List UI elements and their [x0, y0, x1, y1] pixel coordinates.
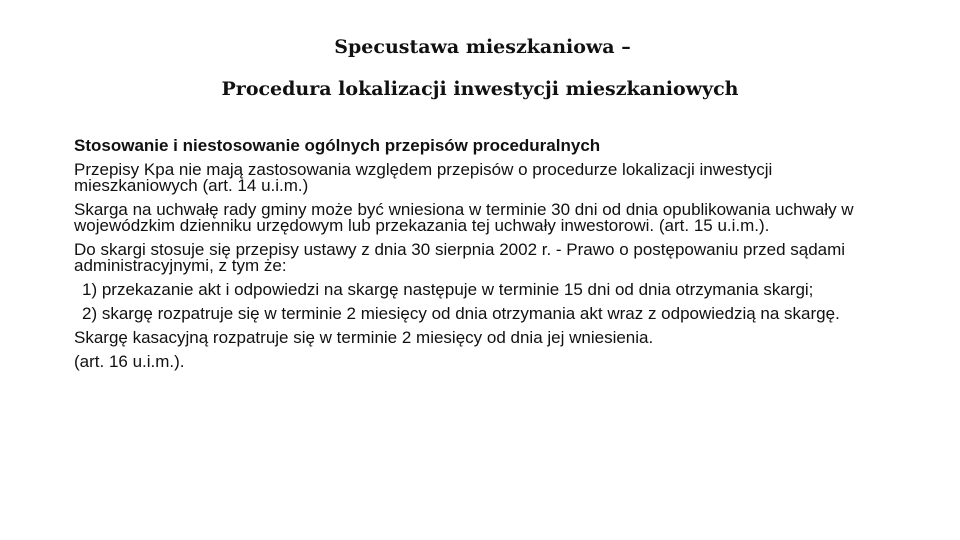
list-item-1: 1) przekazanie akt i odpowiedzi na skargę następuje w terminie 15 dni od dnia otrzymania skargi; — [82, 280, 814, 299]
paragraph-kpa: Przepisy Kpa nie mają zastosowania względem przepisów o procedurze lokalizacji inwestycji mieszkaniowych (art. 14 u.i.m.) — [74, 160, 773, 195]
section-heading: Stosowanie i niestosowanie ogólnych przepisów proceduralnych — [74, 136, 601, 155]
paragraph-kasacja: Skargę kasacyjną rozpatruje się w terminie 2 miesięcy od dnia jej wniesienia. — [74, 328, 654, 347]
paragraph-ppsa: Do skargi stosuje się przepisy ustawy z dnia 30 sierpnia 2002 r. - Prawo o postępowaniu przed sądami administracyjnymi, z tym że: — [74, 240, 846, 275]
slide-body — [74, 138, 894, 370]
title-line-1: Specustawa mieszkaniowa – — [334, 36, 631, 58]
paragraph-citation: (art. 16 u.i.m.). — [74, 352, 185, 371]
title-line-2: Procedura lokalizacji inwestycji mieszkaniowych — [221, 78, 739, 100]
list-item-2: 2) skargę rozpatruje się w terminie 2 miesięcy od dnia otrzymania akt wraz z odpowiedzią na skargę. — [82, 304, 840, 323]
paragraph-skarga: Skarga na uchwałę rady gminy może być wniesiona w terminie 30 dni od dnia opublikowania uchwały w wojewódzkim dzienniku urzędowym lub przekazania tej uchwały inwestorowi. (art. 15 u.i.m.). — [74, 200, 854, 235]
